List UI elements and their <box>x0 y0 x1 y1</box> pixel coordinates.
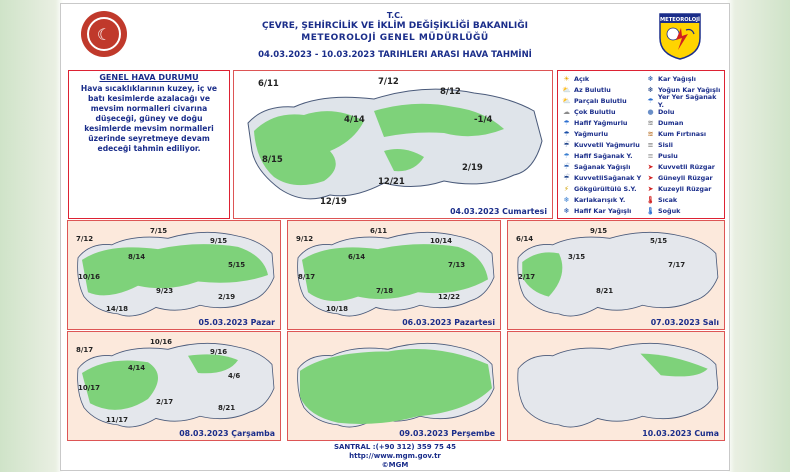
temperature-label: 8/12 <box>440 87 461 97</box>
legend-item <box>562 162 630 172</box>
header <box>61 4 729 66</box>
temperature-label: 10/14 <box>430 237 453 245</box>
legend-box <box>557 70 725 219</box>
turkey-map-shape <box>234 71 552 218</box>
legend-label: Yağmurlu <box>574 130 609 138</box>
legend-item <box>646 151 678 161</box>
rain-icon: ☂ <box>563 130 570 138</box>
header-tc: T.C. <box>386 11 404 20</box>
legend-label: Yoğun Kar Yağışlı <box>658 86 721 94</box>
legend-item <box>646 140 673 150</box>
temperature-label: 11/17 <box>106 416 129 424</box>
legend-label: Soğuk <box>658 207 681 215</box>
south-wind-icon: ➤ <box>647 174 654 182</box>
legend-label: Çok Bulutlu <box>574 108 616 116</box>
legend-item <box>562 173 641 183</box>
legend-item <box>646 107 674 117</box>
temperature-label: 9/12 <box>296 235 314 243</box>
legend-label: Parçalı Bulutlu <box>574 97 627 105</box>
temperature-label: 2/17 <box>518 273 536 281</box>
footer-web[interactable]: http://www.mgm.gov.tr <box>349 452 441 460</box>
smoke-icon: ≋ <box>647 119 654 127</box>
temperature-label: 5/15 <box>650 237 668 245</box>
general-weather-title: GENEL HAVA DURUMU <box>99 73 199 82</box>
legend-label: Az Bulutlu <box>574 86 611 94</box>
temperature-label: 7/15 <box>150 227 168 235</box>
legend-label: Sıcak <box>658 196 678 204</box>
sun-icon: ☀ <box>563 75 570 83</box>
temperature-label: 2/19 <box>218 293 236 301</box>
legend-item <box>646 195 677 205</box>
map-day-1 <box>233 70 553 219</box>
legend-label: Hafif Kar Yağışlı <box>574 207 632 215</box>
temperature-label: 8/15 <box>262 155 283 165</box>
hail-icon: ● <box>647 108 654 116</box>
haze-icon: ≡ <box>647 152 654 160</box>
legend-label: Karlakarışık Y. <box>574 196 626 204</box>
temperature-label: 8/21 <box>218 404 236 412</box>
temperature-label: 8/21 <box>596 287 614 295</box>
hot-icon: 🌡 <box>646 196 655 204</box>
footer-phone: SANTRAL :(+90 312) 359 75 45 <box>333 443 457 451</box>
legend-item <box>562 129 608 139</box>
temperature-label: 10/17 <box>78 384 101 392</box>
light-snow-icon: ❄ <box>563 207 570 215</box>
temperature-label: 6/14 <box>348 253 366 261</box>
legend-label: Hafif Sağanak Y. <box>574 152 633 160</box>
temperature-label: 6/11 <box>258 79 279 89</box>
heavy-shower-icon: ☔ <box>563 174 570 182</box>
legend-label: Puslu <box>658 152 678 160</box>
map-day-3 <box>287 220 501 330</box>
map-day-7 <box>507 331 725 441</box>
temperature-label: 7/17 <box>668 261 686 269</box>
general-weather-text: Hava sıcaklıklarının kuzey, iç ve batı kesimlerde azalacağı ve mevsim normalleri civarına düşeceği, güney ve doğu kesimlerde mevsim normalleri üzerinde seyretmeye devam edeceği tahmin ediliyor. <box>80 84 218 153</box>
legend-item <box>562 184 637 194</box>
legend-item <box>646 74 696 84</box>
legend-label: Kuzeyli Rüzgar <box>658 185 712 193</box>
legend-label: Kar Yağışlı <box>658 75 696 83</box>
temperature-label: 6/14 <box>516 235 534 243</box>
temperature-label: 12/19 <box>320 197 347 207</box>
thunder-icon: ⚡ <box>564 185 569 193</box>
logo-text: METEOROLOJİ <box>660 17 700 23</box>
legend-label: Kuvvetli Rüzgar <box>658 163 715 171</box>
legend-label: Dolu <box>658 108 675 116</box>
temperature-label: 3/15 <box>568 253 586 261</box>
turkey-map-shape <box>288 221 500 329</box>
temperature-label: 9/23 <box>156 287 174 295</box>
sleet-icon: ❄ <box>563 196 570 204</box>
temperature-label: 9/16 <box>210 348 228 356</box>
fog-icon: ≡ <box>647 141 654 149</box>
legend-item <box>646 118 683 128</box>
legend-item <box>562 140 640 150</box>
map-day-4 <box>507 220 725 330</box>
temperature-label: 6/11 <box>370 227 388 235</box>
temperature-label: 12/22 <box>438 293 461 301</box>
temperature-label: 7/18 <box>376 287 394 295</box>
map-day-2 <box>67 220 281 330</box>
legend-label: Kuvvetli Yağmurlu <box>574 141 640 149</box>
legend-label: Sisli <box>658 141 673 149</box>
north-wind-icon: ➤ <box>647 185 654 193</box>
turkey-map-shape <box>508 332 724 440</box>
header-date-range: 04.03.2023 - 10.03.2023 TARIHLERI ARASI HAVA TAHMİNİ <box>258 50 532 60</box>
ministry-emblem-icon: ☾ <box>81 11 127 57</box>
temperature-label: 7/12 <box>76 235 94 243</box>
temperature-label: 12/21 <box>378 177 405 187</box>
legend-label: Güneyli Rüzgar <box>658 174 713 182</box>
legend-label: Açık <box>574 75 590 83</box>
legend-item <box>562 118 627 128</box>
meteoroloji-logo-icon <box>658 10 702 60</box>
temperature-label: 7/12 <box>378 77 399 87</box>
general-weather-box <box>68 70 230 219</box>
temperature-label: -1/4 <box>474 115 493 125</box>
heavy-snow-icon: ❄ <box>647 86 654 94</box>
temperature-label: 2/17 <box>156 398 174 406</box>
temperature-label: 10/18 <box>326 305 349 313</box>
shower-icon: ☔ <box>563 163 570 171</box>
temperature-label: 7/13 <box>448 261 466 269</box>
map-label-day-1: 04.03.2023 Cumartesi <box>450 207 547 216</box>
legend-item <box>562 206 631 216</box>
temperature-label: 9/15 <box>210 237 228 245</box>
cold-icon: 🌡 <box>646 207 655 215</box>
legend-item <box>562 195 625 205</box>
heavy-rain-icon: ☔ <box>563 141 570 149</box>
temperature-label: 9/15 <box>590 227 608 235</box>
legend-item <box>646 184 711 194</box>
header-ministry: ÇEVRE, ŞEHİRCİLİK VE İKLİM DEĞİŞİKLİĞİ BAKANLIĞI <box>262 21 528 31</box>
legend-label: KuvvetliSağanak Y <box>574 174 642 182</box>
legend-item <box>562 107 616 117</box>
turkey-map-shape <box>508 221 724 329</box>
legend-item <box>646 206 680 216</box>
temperature-label: 10/16 <box>78 273 101 281</box>
legend-item <box>646 93 724 109</box>
map-label-day-4: 07.03.2023 Salı <box>650 318 719 327</box>
legend-item <box>646 129 706 139</box>
legend-item <box>646 162 715 172</box>
map-label-day-3: 06.03.2023 Pazartesi <box>402 318 495 327</box>
temperature-label: 5/15 <box>228 261 246 269</box>
temperature-label: 8/14 <box>128 253 146 261</box>
temperature-label: 4/14 <box>128 364 146 372</box>
legend-item <box>562 74 589 84</box>
legend-label: Yer Yer Sağanak Y. <box>657 93 717 109</box>
legend-item <box>562 85 611 95</box>
temperature-label: 8/17 <box>76 346 94 354</box>
sandstorm-icon: ≋ <box>647 130 654 138</box>
local-shower-icon: ☂ <box>647 97 654 105</box>
forecast-poster <box>60 3 730 471</box>
temperature-label: 14/18 <box>106 305 129 313</box>
map-label-day-6: 09.03.2023 Perşembe <box>399 429 495 438</box>
temperature-label: 10/16 <box>150 338 173 346</box>
snow-icon: ❄ <box>647 75 654 83</box>
light-shower-icon: ☂ <box>563 152 570 160</box>
legend-label: Sağanak Yağışlı <box>574 163 631 171</box>
light-rain-icon: ☂ <box>563 119 570 127</box>
strong-wind-icon: ➤ <box>647 163 654 171</box>
turkey-map-shape <box>288 332 500 440</box>
partly-sunny-icon: ⛅ <box>562 86 571 94</box>
map-day-6 <box>287 331 501 441</box>
header-department: METEOROLOJİ GENEL MÜDÜRLÜĞÜ <box>301 33 489 43</box>
temperature-label: 8/17 <box>298 273 316 281</box>
temperature-label: 4/14 <box>344 115 365 125</box>
legend-label: Gökgürültülü S.Y. <box>574 185 637 193</box>
map-label-day-7: 10.03.2023 Cuma <box>642 429 719 438</box>
legend-label: Kum Fırtınası <box>658 130 707 138</box>
map-label-day-2: 05.03.2023 Pazar <box>198 318 275 327</box>
cloudy-icon: ☁ <box>563 108 570 116</box>
legend-label: Hafif Yağmurlu <box>574 119 628 127</box>
legend-item <box>562 151 633 161</box>
legend-item <box>646 173 713 183</box>
legend-label: Duman <box>658 119 684 127</box>
temperature-label: 4/6 <box>228 372 241 380</box>
footer-copyright: ©MGM <box>381 461 409 469</box>
map-label-day-5: 08.03.2023 Çarşamba <box>179 429 275 438</box>
temperature-label: 2/19 <box>462 163 483 173</box>
map-day-5 <box>67 331 281 441</box>
legend-item <box>562 96 627 106</box>
partly-cloudy-icon: ⛅ <box>562 97 571 105</box>
